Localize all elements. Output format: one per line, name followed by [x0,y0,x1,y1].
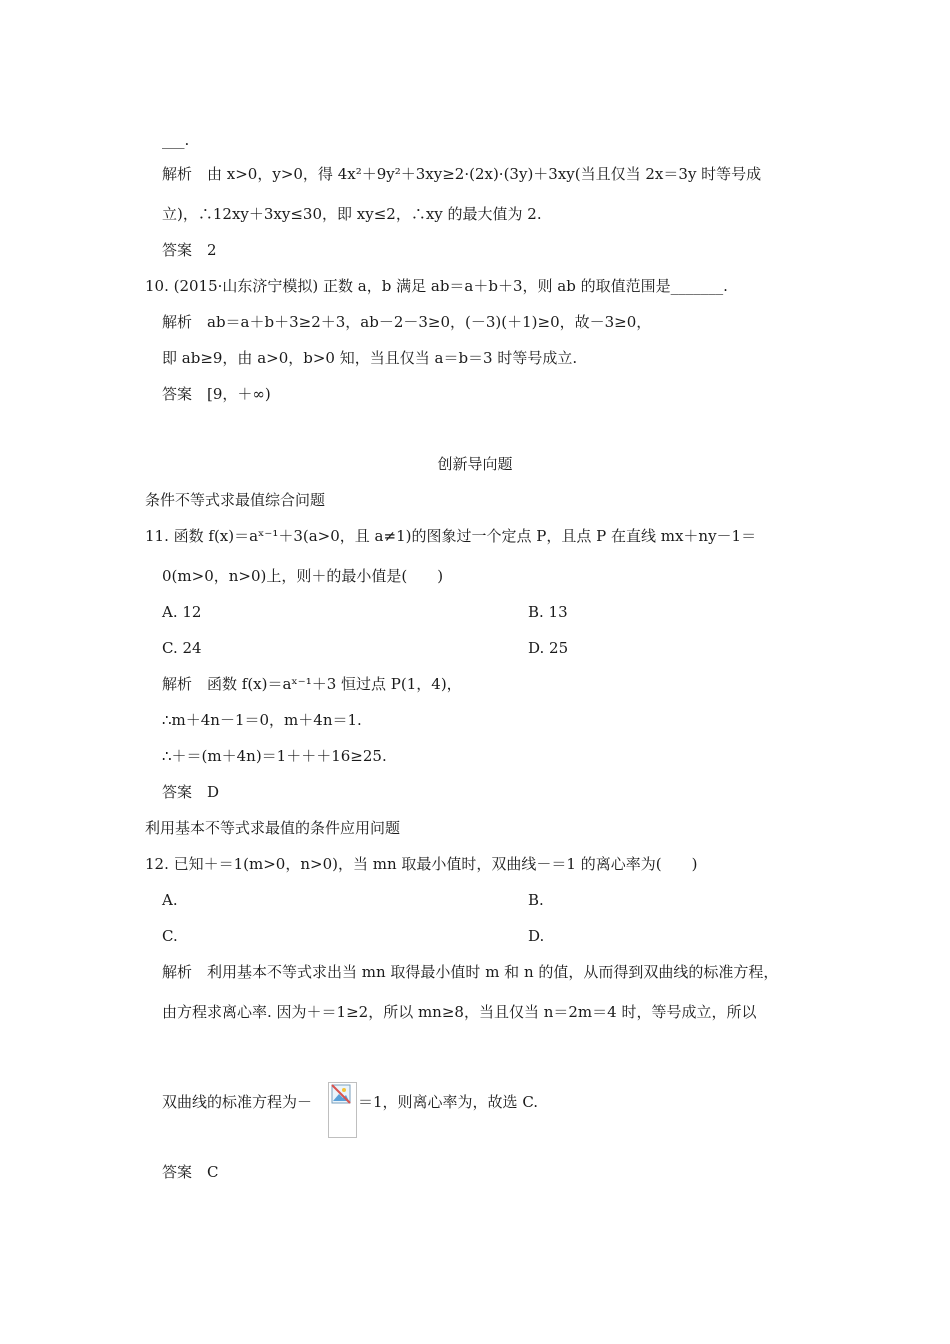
answer-blank: ___. [162,131,190,149]
subsection-heading: 条件不等式求最值综合问题 [145,491,326,509]
solution-line: ∴＋＝(m＋4n)＝1＋＋＋16≥25. [162,747,387,765]
option-d: D. 25 [528,639,569,657]
solution-line: 解析 ab＝a＋b＋3≥2＋3，ab－2－3≥0，(－3)(＋1)≥0，故－3≥0， [162,313,652,331]
answer-line: 答案 2 [162,241,217,259]
subsection-heading: 利用基本不等式求最值的条件应用问题 [145,819,401,837]
option-b: B. [528,891,544,909]
option-c: C. 24 [162,639,202,657]
answer-line: 答案 D [162,783,220,801]
solution-line-after-image: ＝1，则离心率为，故选 C. [358,1093,539,1111]
solution-line: ∴m＋4n－1＝0，m＋4n＝1. [162,711,362,729]
answer-line: 答案 [9，＋∞) [162,385,271,403]
section-heading: 创新导向题 [437,455,513,473]
question-11-line2: 0(m>0，n>0)上，则＋的最小值是( ) [162,567,444,585]
broken-image-icon [328,1082,357,1138]
solution-line: 解析 由 x>0，y>0，得 4x²＋9y²＋3xy≥2·(2x)·(3y)＋3xy(当且仅当 2x＝3y 时等号成 [162,165,762,183]
solution-line: 解析 函数 f(x)＝aˣ⁻¹＋3 恒过点 P(1，4)， [162,675,462,693]
option-c: C. [162,927,178,945]
option-b: B. 13 [528,603,568,621]
solution-line: 即 ab≥9，由 a>0，b>0 知，当且仅当 a＝b＝3 时等号成立. [162,349,578,367]
question-11: 11. 函数 f(x)＝aˣ⁻¹＋3(a>0，且 a≠1)的图象过一个定点 P，且点 P 在直线 mx＋ny－1＝ [145,527,757,545]
solution-line: 由方程求离心率. 因为＋＝1≥2，所以 mn≥8，当且仅当 n＝2m＝4 时，等号成立，所以 [162,1003,757,1021]
option-a: A. 12 [162,603,202,621]
question-10: 10. (2015·山东济宁模拟) 正数 a，b 满足 ab＝a＋b＋3，则 ab 的取值范围是_______. [145,277,728,295]
question-12: 12. 已知＋＝1(m>0，n>0)，当 mn 取最小值时，双曲线－＝1 的离心率为( ) [145,855,698,873]
solution-line: 立)，∴12xy＋3xy≤30，即 xy≤2，∴xy 的最大值为 2. [162,205,542,223]
option-a: A. [162,891,178,909]
solution-line: 解析 利用基本不等式求出当 mn 取得最小值时 m 和 n 的值，从而得到双曲线的标准方程， [162,963,779,981]
option-d: D. [528,927,545,945]
answer-line: 答案 C [162,1163,219,1181]
solution-line-before-image: 双曲线的标准方程为－ [162,1093,313,1111]
